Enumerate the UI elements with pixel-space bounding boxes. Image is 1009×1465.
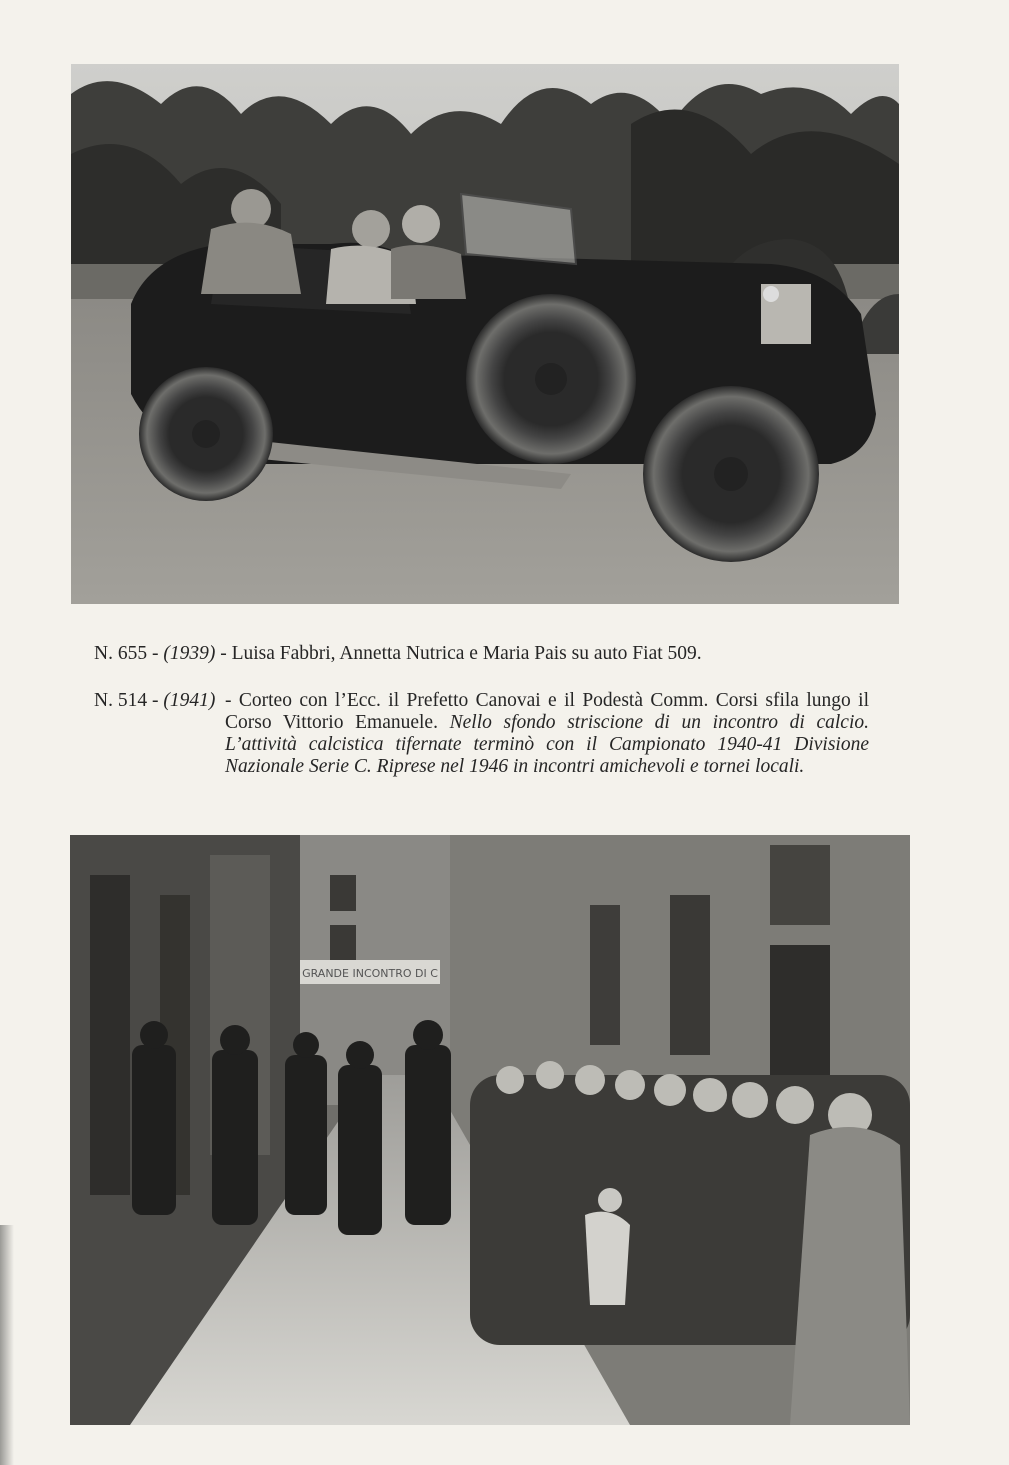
- caption-655: [94, 643, 869, 665]
- caption-text: - Luisa Fabbri, Annetta Nutrica e Maria Pais su auto Fiat 509.: [215, 643, 702, 664]
- banner-text: GRANDE INCONTRO DI C: [302, 967, 438, 980]
- caption-year: (1941): [163, 690, 216, 711]
- caption-text: - Corteo con l’Ecc. il Prefetto Canovai e il Podestà Comm. Corsi sfila lungo il Corso Vittorio Emanuele.: [225, 690, 869, 733]
- street-procession-photo: [70, 835, 910, 1425]
- caption-number: N. 514 -: [94, 690, 159, 711]
- vintage-car-photo: [71, 64, 899, 604]
- caption-514: [94, 690, 869, 778]
- caption-text-italic: Nello sfondo striscione di un incontro di calcio. L’attività calcistica tifernate terminò con il Campionato 1940-41 Divisione Nazionale Serie C. Riprese nel 1946 in incontri amichevoli e tornei locali.: [225, 712, 870, 777]
- caption-year: (1939): [163, 643, 216, 664]
- caption-number: N. 655 -: [94, 643, 159, 664]
- page-edge-shadow: [0, 1225, 14, 1465]
